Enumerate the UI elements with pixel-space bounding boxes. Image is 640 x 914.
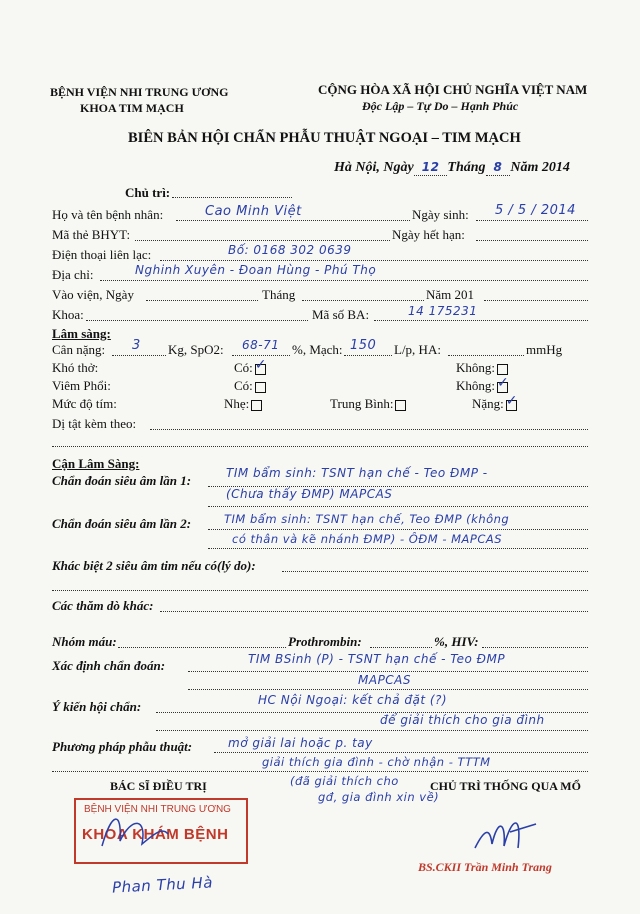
right-signature-name: BS.CKII Trần Minh Trang <box>418 860 552 874</box>
dyspnea-no-checkbox[interactable] <box>497 364 508 375</box>
admit-label: Vào viện, Ngày <box>52 287 134 302</box>
bp-unit: mmHg <box>526 342 563 357</box>
pneumonia-yes: Có: <box>234 378 266 394</box>
date-month-label: Tháng <box>447 160 486 175</box>
department-name: KHOA TIM MẠCH <box>80 101 184 115</box>
chair-label: Chủ trì: <box>125 185 171 200</box>
code-value: 14 175231 <box>408 304 478 318</box>
pneumonia-no-checkbox[interactable]: ✓ <box>497 374 509 391</box>
clinical-heading: Lâm sàng: <box>52 326 111 341</box>
date-day: 12 <box>421 160 440 174</box>
document-title: BIÊN BẢN HỘI CHẨN PHẪU THUẬT NGOẠI – TIM MẠCH <box>128 130 521 146</box>
weight-value: 3 <box>132 338 141 353</box>
diagnosis-line2: MAPCAS <box>358 673 412 687</box>
stamp-top-text: BỆNH VIỆN NHI TRUNG ƯƠNG <box>84 804 231 815</box>
diagnosis-line1: TIM BSinh (P) - TSNT hạn chế - Teo ĐMP <box>248 652 506 666</box>
dyspnea-label: Khó thở: <box>52 360 99 375</box>
date-prefix: Hà Nội, Ngày <box>334 160 414 175</box>
prothrombin-label: Prothrombin: <box>288 634 362 649</box>
kg-spo2-label: Kg, SpO2: <box>168 342 224 357</box>
weight-label: Cân nặng: <box>52 342 106 357</box>
code-label: Mã số BA: <box>312 307 370 322</box>
pneumonia-yes-checkbox[interactable] <box>255 382 266 393</box>
surgery-method-line4: gđ, gia đình xin về) <box>318 790 440 804</box>
dyspnea-no: Không: <box>456 360 508 376</box>
dyspnea-yes: Có: ✓ <box>234 356 267 375</box>
phone-value: Bố: 0168 302 0639 <box>228 243 352 257</box>
cyanosis-label: Mức độ tím: <box>52 396 117 411</box>
surgery-method-label: Phương pháp phẫu thuật: <box>52 739 193 754</box>
pneumonia-no: Không: ✓ <box>456 374 509 393</box>
hospital-name: BỆNH VIỆN NHI TRUNG ƯƠNG <box>50 85 229 99</box>
pneumonia-label: Viêm Phổi: <box>52 378 111 393</box>
admit-year-label: Năm 201 <box>426 287 475 302</box>
pulse-label: %, Mạch: <box>292 342 343 357</box>
cyanosis-severe-checkbox[interactable]: ✓ <box>505 392 518 409</box>
bhyt-label: Mã thẻ BHYT: <box>52 227 131 242</box>
admit-month-label: Tháng <box>262 287 296 302</box>
pulse-value: 150 <box>350 338 377 353</box>
diagnosis-label: Xác định chẩn đoán: <box>52 658 166 673</box>
nation-name: CỘNG HÒA XÃ HỘI CHỦ NGHĨA VIỆT NAM <box>318 82 588 97</box>
ward-label: Khoa: <box>52 307 84 322</box>
address-value: Nghinh Xuyên - Đoan Hùng - Phú Thọ <box>135 263 377 277</box>
left-signature-name: Phan Thu Hà <box>111 873 214 897</box>
other-tests-label: Các thăm dò khác: <box>52 598 154 613</box>
defects-label: Dị tật kèm theo: <box>52 416 137 431</box>
surgery-method-line2: giải thích gia đình - chờ nhận - TTTM <box>262 755 491 769</box>
echo1-line2: (Chưa thấy ĐMP) MAPCAS <box>226 487 393 501</box>
blood-group-label: Nhóm máu: <box>52 634 117 649</box>
cyanosis-medium: Trung Bình: <box>330 396 406 412</box>
stamp-bottom-text: KHOA KHÁM BỆNH <box>82 826 229 843</box>
paraclinical-heading: Cận Lâm Sàng: <box>52 456 140 471</box>
treating-doctor-title: BÁC SĨ ĐIỀU TRỊ <box>110 779 207 793</box>
chair-approval-title: CHỦ TRÌ THỐNG QUA MỔ <box>430 779 581 793</box>
echo-diff-label: Khác biệt 2 siêu âm tim nếu có(lý do): <box>52 558 256 573</box>
date-month: 8 <box>493 160 503 174</box>
phone-label: Điện thoại liên lạc: <box>52 247 152 262</box>
spo2-value: 68-71 <box>242 338 280 352</box>
address-label: Địa chỉ: <box>52 267 94 282</box>
echo2-label: Chẩn đoán siêu âm lần 2: <box>52 516 192 531</box>
echo1-line1: TIM bẩm sinh: TSNT hạn chế - Teo ĐMP - <box>226 466 488 480</box>
hiv-label: %, HIV: <box>434 634 479 649</box>
opinion-line2: để giải thích cho gia đình <box>380 713 545 727</box>
echo2-line2: có thân và kẽ nhánh ĐMP) - ÔĐM - MAPCAS <box>232 532 503 546</box>
surgery-method-line3: (đã giải thích cho <box>290 774 399 788</box>
echo2-line1: TIM bẩm sinh: TSNT hạn chế, Teo ĐMP (không <box>224 512 510 526</box>
cyanosis-severe: Nặng: ✓ <box>472 392 518 411</box>
opinion-line1: HC Nội Ngoại: kết chả đặt (?) <box>258 693 448 707</box>
right-signature-scribble <box>470 808 540 858</box>
cyanosis-medium-checkbox[interactable] <box>395 400 406 411</box>
surgery-method-line1: mở giải lai hoặc p. tay <box>228 736 373 750</box>
date-year-label: Năm 2014 <box>510 160 570 175</box>
date-line <box>334 160 570 176</box>
cyanosis-mild: Nhẹ: <box>224 396 262 412</box>
pulse-unit: L/p, HA: <box>394 342 441 357</box>
dyspnea-yes-checkbox[interactable]: ✓ <box>254 356 267 373</box>
motto: Độc Lập – Tự Do – Hạnh Phúc <box>362 99 519 113</box>
patient-name-value: Cao Minh Việt <box>205 204 302 219</box>
left-signature-scribble <box>92 806 172 856</box>
patient-name-label: Họ và tên bệnh nhân: <box>52 207 164 222</box>
dob-value: 5 / 5 / 2014 <box>495 203 576 218</box>
expiry-label: Ngày hết hạn: <box>392 227 465 242</box>
cyanosis-mild-checkbox[interactable] <box>251 400 262 411</box>
echo1-label: Chẩn đoán siêu âm lần 1: <box>52 473 192 488</box>
opinion-label: Ý kiến hội chẩn: <box>52 699 142 714</box>
dob-label: Ngày sinh: <box>412 207 469 222</box>
